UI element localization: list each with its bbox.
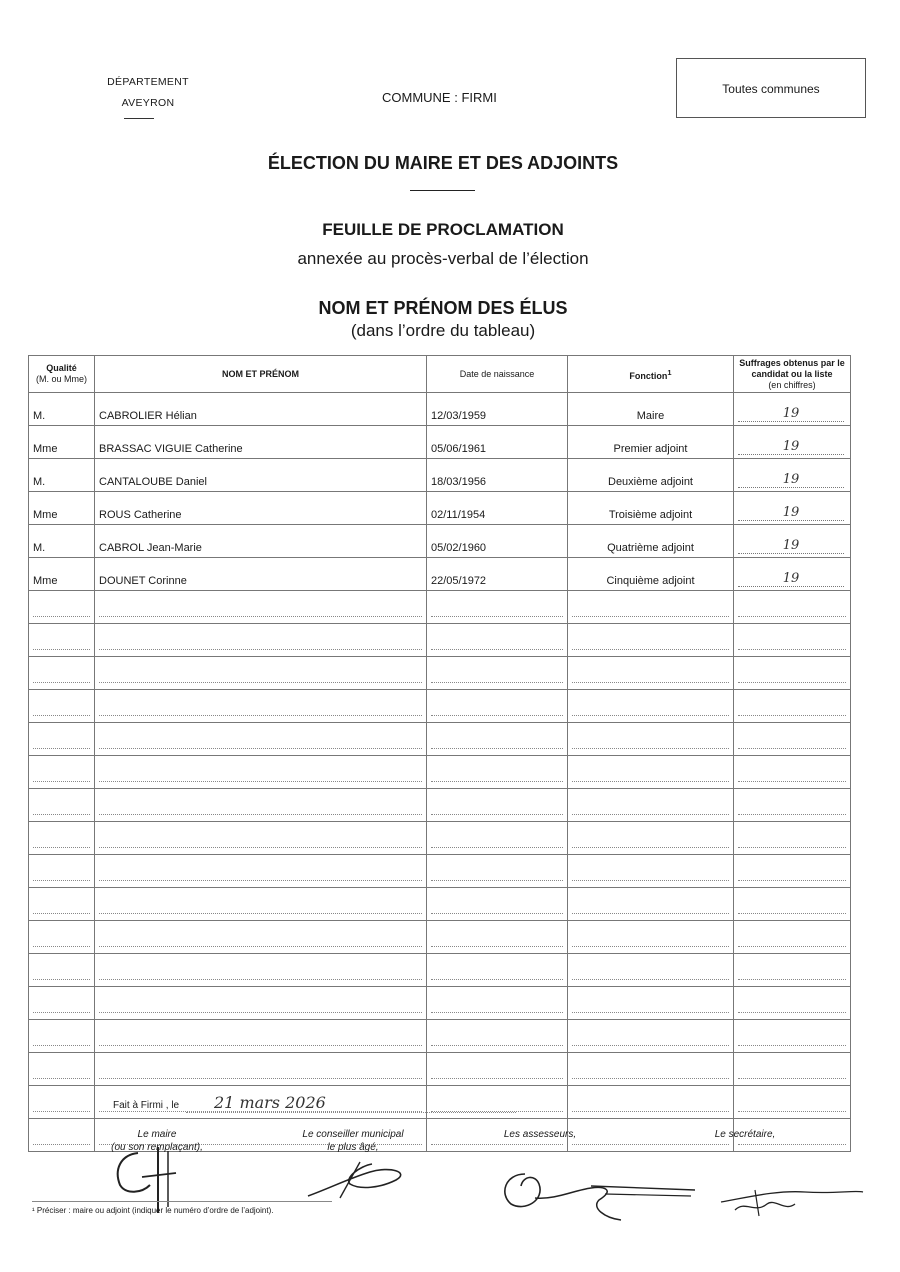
empty-cell [734,756,851,789]
empty-cell [568,756,734,789]
empty-cell [29,1020,95,1053]
empty-cell [29,855,95,888]
signatory-maire: Le maire (ou son remplaçant), [82,1128,232,1154]
empty-cell [734,822,851,855]
dotted-line [431,1044,563,1046]
empty-cell [29,1053,95,1086]
empty-cell [29,591,95,624]
dotted-line [99,615,422,617]
dotted-line [33,1011,90,1013]
empty-cell [95,591,427,624]
dotted-line [572,846,729,848]
dotted-line [431,780,563,782]
dotted-line [99,978,422,980]
handwritten-votes: 19 [738,506,844,521]
title-divider [410,190,475,191]
dotted-line [33,714,90,716]
cell-suffrages [734,492,851,525]
empty-cell [95,954,427,987]
elected-table [28,355,851,1152]
dotted-line [738,945,846,947]
elected-subtitle: (dans l’ordre du tableau) [350,321,536,340]
dotted-line [738,615,846,617]
cell-naissance: 18/03/1956 [427,459,568,492]
dotted-line [99,879,422,881]
empty-cell [29,954,95,987]
empty-cell [427,855,568,888]
dotted-line [572,681,729,683]
empty-cell [568,690,734,723]
empty-table-row [29,1053,851,1086]
footnote: ¹ Préciser : maire ou adjoint (indiquer le numéro d’ordre de l’adjoint). [32,1206,274,1215]
dotted-line [572,615,729,617]
dotted-line [33,780,90,782]
empty-cell [734,624,851,657]
dotted-line [738,648,846,650]
empty-table-row [29,591,851,624]
cell-qualite: M. [29,459,95,492]
dotted-line [431,945,563,947]
table-row [29,492,851,525]
election-title: ÉLECTION DU MAIRE ET DES ADJOINTS [267,153,619,173]
cell-fonction: Premier adjoint [568,426,734,459]
dotted-line [431,747,563,749]
cell-qualite: Mme [29,426,95,459]
signatory-secretaire: Le secrétaire, [714,1129,776,1140]
handwritten-votes: 19 [738,473,844,488]
cell-suffrages [734,459,851,492]
dotted-line [33,813,90,815]
empty-table-row [29,657,851,690]
dotted-line [431,1143,563,1145]
cell-qualite: M. [29,393,95,426]
dotted-line [572,747,729,749]
empty-cell [568,921,734,954]
empty-cell [427,822,568,855]
empty-cell [734,657,851,690]
maire-signature [80,1135,200,1215]
empty-cell [29,624,95,657]
cell-qualite: Mme [29,558,95,591]
dotted-line [572,813,729,815]
empty-table-row [29,723,851,756]
cell-suffrages [734,393,851,426]
cell-fonction: Maire [568,393,734,426]
cell-nom: BRASSAC VIGUIE Catherine [95,426,427,459]
empty-table-row [29,789,851,822]
empty-cell [734,987,851,1020]
signatory-conseiller-sub: le plus âgé, [327,1142,379,1153]
empty-cell [427,690,568,723]
empty-cell [568,954,734,987]
dotted-line [572,1044,729,1046]
handwritten-date: 21 mars 2026 [214,1093,326,1112]
dotted-line [33,846,90,848]
empty-cell [568,723,734,756]
empty-cell [95,1053,427,1086]
empty-table-row [29,690,851,723]
empty-table-row [29,954,851,987]
cell-nom: ROUS Catherine [95,492,427,525]
empty-table-row [29,624,851,657]
cell-suffrages [734,525,851,558]
dotted-line [99,681,422,683]
department-block [98,72,198,114]
dotted-line [33,1077,90,1079]
dotted-line [738,1077,846,1079]
dotted-line [33,747,90,749]
empty-table-row [29,756,851,789]
empty-cell [95,1020,427,1053]
empty-cell [734,789,851,822]
sheet-title: FEUILLE DE PROCLAMATION [322,220,564,239]
dotted-line [572,780,729,782]
header-qualite-sub: (M. ou Mme) [35,374,87,384]
empty-cell [734,591,851,624]
dotted-line [431,813,563,815]
cell-nom: CABROLIER Hélian [95,393,427,426]
dotted-line [431,615,563,617]
signatory-conseiller: Le conseiller municipal le plus âgé, [283,1128,423,1154]
cell-naissance: 05/06/1961 [427,426,568,459]
dotted-line [738,1011,846,1013]
dotted-line [431,879,563,881]
dotted-line [99,912,422,914]
dotted-line [33,615,90,617]
handwritten-votes: 19 [738,539,844,554]
footnote-divider [32,1201,332,1202]
empty-table-row [29,855,851,888]
cell-naissance: 05/02/1960 [427,525,568,558]
table-row [29,393,851,426]
empty-cell [427,591,568,624]
dotted-line [99,648,422,650]
empty-cell [734,1086,851,1119]
empty-cell [427,954,568,987]
dotted-line [431,1077,563,1079]
signatory-assesseurs: Les assesseurs, [503,1129,577,1140]
empty-cell [568,657,734,690]
empty-cell [568,591,734,624]
dotted-line [572,1143,729,1145]
empty-table-row [29,1020,851,1053]
dotted-line [572,714,729,716]
empty-cell [95,789,427,822]
empty-table-row [29,921,851,954]
cell-naissance: 12/03/1959 [427,393,568,426]
empty-cell [568,888,734,921]
scope-box: Toutes communes [676,58,866,118]
empty-cell [734,1020,851,1053]
dotted-line [431,648,563,650]
dotted-line [33,945,90,947]
cell-qualite: M. [29,525,95,558]
dotted-line [431,978,563,980]
empty-cell [95,855,427,888]
dotted-line [738,747,846,749]
empty-cell [29,987,95,1020]
table-row [29,426,851,459]
empty-cell [95,756,427,789]
empty-cell [427,624,568,657]
handwritten-votes: 19 [738,572,844,587]
table-header-row [29,356,851,393]
dotted-line [738,978,846,980]
dotted-line [99,714,422,716]
header-qualite: Qualité (M. ou Mme) [29,356,95,393]
cell-fonction: Deuxième adjoint [568,459,734,492]
dotted-line [431,912,563,914]
dotted-line [33,978,90,980]
dotted-line [99,747,422,749]
empty-cell [568,822,734,855]
cell-fonction: Cinquième adjoint [568,558,734,591]
empty-cell [734,1053,851,1086]
dotted-line [738,1044,846,1046]
sheet-subtitle: annexée au procès-verbal de l’élection [297,249,589,268]
dotted-line [33,648,90,650]
dotted-line [33,1110,90,1112]
empty-cell [29,789,95,822]
empty-cell [427,1053,568,1086]
empty-cell [95,921,427,954]
empty-table-row [29,888,851,921]
dotted-line [572,1110,729,1112]
empty-table-row [29,822,851,855]
empty-cell [95,987,427,1020]
cell-fonction: Quatrième adjoint [568,525,734,558]
cell-qualite: Mme [29,492,95,525]
empty-cell [734,888,851,921]
dotted-line [99,1077,422,1079]
empty-cell [95,690,427,723]
dotted-line [572,978,729,980]
header-naissance: Date de naissance [427,356,568,393]
dotted-line [738,780,846,782]
dotted-line [99,1044,422,1046]
dotted-line [738,912,846,914]
empty-cell [568,1086,734,1119]
dotted-line [99,846,422,848]
conseiller-signature [300,1158,420,1203]
empty-cell [427,888,568,921]
handwritten-votes: 19 [738,440,844,455]
empty-cell [427,789,568,822]
dotted-line [738,714,846,716]
dotted-line [431,714,563,716]
empty-cell [568,1020,734,1053]
elected-title: NOM ET PRÉNOM DES ÉLUS [318,298,568,318]
department-name: AVEYRON [121,97,175,109]
empty-cell [95,624,427,657]
dotted-line [738,681,846,683]
empty-cell [29,822,95,855]
empty-cell [734,921,851,954]
header-nom: NOM ET PRÉNOM [95,356,427,393]
empty-cell [427,1020,568,1053]
empty-cell [95,723,427,756]
fait-label: Fait à Firmi , le [113,1100,180,1111]
table-row [29,525,851,558]
empty-cell [95,822,427,855]
dotted-line [738,846,846,848]
empty-cell [29,756,95,789]
dotted-line [572,912,729,914]
empty-cell [734,690,851,723]
dotted-line [572,879,729,881]
empty-cell [734,855,851,888]
empty-table-row [29,987,851,1020]
empty-cell [568,987,734,1020]
dotted-line [33,912,90,914]
empty-cell [29,921,95,954]
dotted-line [99,813,422,815]
empty-cell [29,690,95,723]
cell-naissance: 22/05/1972 [427,558,568,591]
cell-nom: CANTALOUBE Daniel [95,459,427,492]
header-suffrages: Suffrages obtenus par le candidat ou la liste (en chiffres) [734,356,851,393]
dotted-line [99,945,422,947]
empty-cell [95,657,427,690]
cell-nom: CABROL Jean-Marie [95,525,427,558]
fait-dotted-line [186,1112,516,1113]
empty-cell [427,723,568,756]
empty-cell [29,657,95,690]
empty-cell [427,1086,568,1119]
dotted-line [99,780,422,782]
dotted-line [738,1143,846,1145]
assesseurs-signature [495,1160,695,1225]
cell-suffrages [734,426,851,459]
empty-cell [427,987,568,1020]
signatory-maire-sub: (ou son remplaçant), [111,1142,203,1153]
cell-nom: DOUNET Corinne [95,558,427,591]
dotted-line [33,879,90,881]
cell-fonction: Troisième adjoint [568,492,734,525]
dotted-line [738,1110,846,1112]
handwritten-votes: 19 [738,407,844,422]
empty-cell [29,1086,95,1119]
empty-cell [427,657,568,690]
empty-cell [29,723,95,756]
empty-cell [568,789,734,822]
dotted-line [33,1044,90,1046]
header-fonction: Fonction$^1$ [568,356,734,393]
dotted-line [33,681,90,683]
empty-cell [568,1053,734,1086]
department-label: DÉPARTEMENT [107,76,189,88]
empty-cell [734,954,851,987]
dotted-line [572,1077,729,1079]
commune-name: COMMUNE : FIRMI [382,90,497,105]
dotted-line [572,945,729,947]
cell-suffrages [734,558,851,591]
empty-cell [29,888,95,921]
table-row [29,558,851,591]
dotted-line [738,879,846,881]
empty-cell [427,921,568,954]
dotted-line [572,648,729,650]
header-suffrages-sub: (en chiffres) [768,379,816,390]
empty-cell [734,723,851,756]
cell-naissance: 02/11/1954 [427,492,568,525]
dotted-line [431,681,563,683]
empty-cell [95,888,427,921]
footnote-marker: 1 [667,367,672,377]
department-divider [124,118,154,119]
empty-cell [568,624,734,657]
dotted-line [738,813,846,815]
dotted-line [431,846,563,848]
secretaire-signature [715,1180,865,1220]
empty-cell [427,756,568,789]
dotted-line [431,1011,563,1013]
dotted-line [99,1011,422,1013]
dotted-line [572,1011,729,1013]
table-row [29,459,851,492]
empty-cell [568,855,734,888]
